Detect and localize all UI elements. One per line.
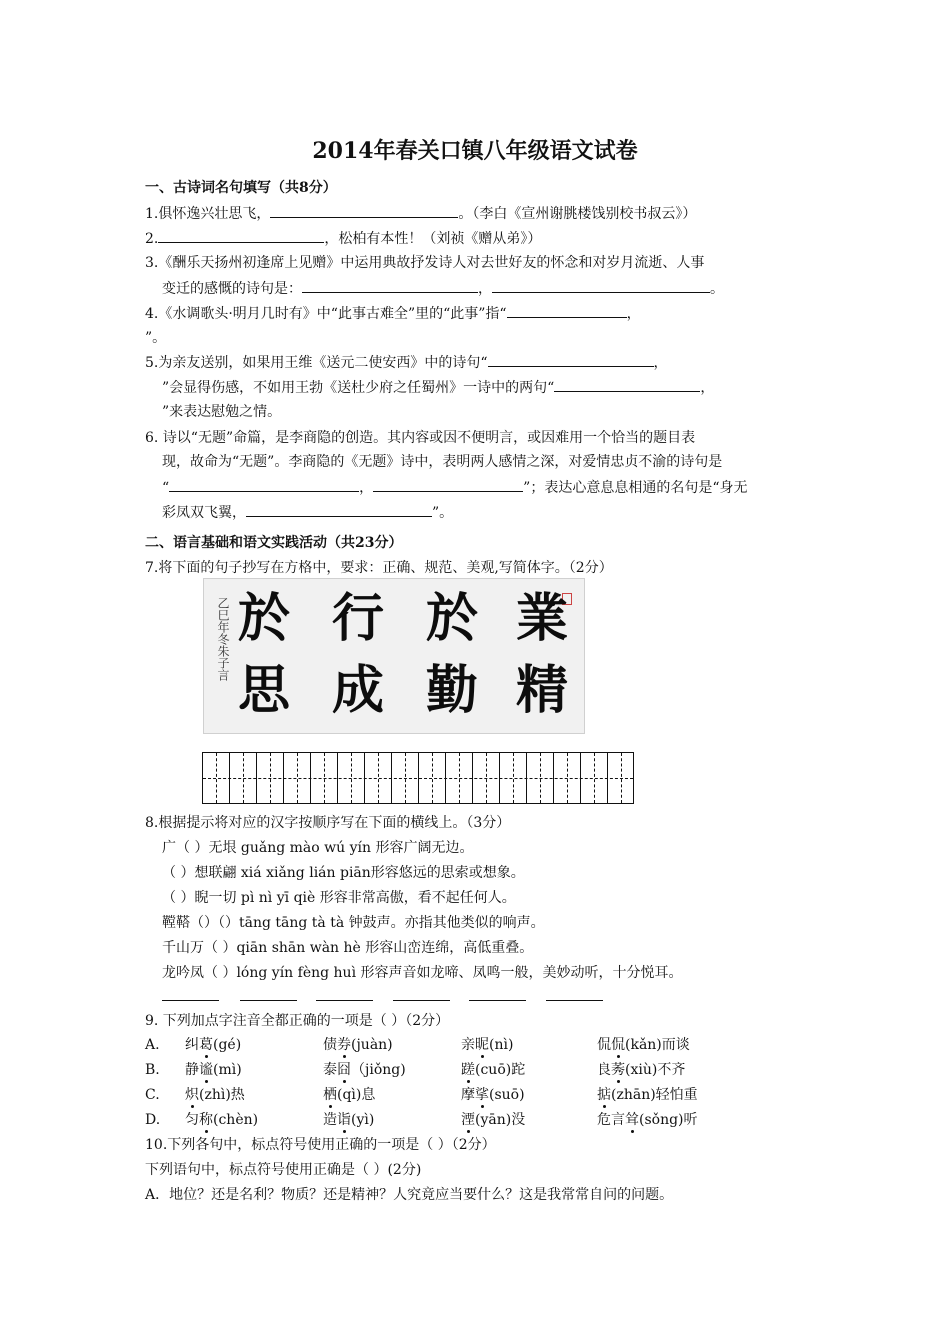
dotted-char: 掂 <box>597 1087 611 1103</box>
option-label: B. <box>145 1062 160 1078</box>
question-5-line-1 <box>145 352 668 373</box>
option-label: D. <box>145 1112 161 1128</box>
q4-prefix: 4.《水调歌头·明月几时有》中“此事古难全”里的“此事”指“ <box>145 306 507 322</box>
q8-item: 广（ ）无垠 guǎng mào wú yín 形容广阔无边。 <box>162 840 474 856</box>
dotted-char: 囧 <box>337 1062 351 1078</box>
dotted-char: 券 <box>337 1037 351 1053</box>
question-5-line-3: ”来表达慰勉之情。 <box>162 404 282 420</box>
q2-prefix: 2. <box>145 231 159 247</box>
option-text: 匀 <box>185 1112 199 1128</box>
option-text: 债 <box>323 1037 337 1053</box>
question-6-line-3 <box>162 477 748 498</box>
q2-suffix: ，松柏有本性！（刘祯《赠从弟》） <box>324 231 542 247</box>
q8-item: 千山万（ ）qiān shān wàn hè 形容山峦连绵，高低重叠。 <box>162 940 534 956</box>
q10-option-a: A．地位？还是名利？物质？还是精神？人究竟应当要什么？这是我常常自问的问题。 <box>145 1187 674 1203</box>
q5-answer-blank-1[interactable] <box>488 352 654 367</box>
calligraphy-char: 於 <box>238 588 291 649</box>
pinyin: (qì)息 <box>337 1087 376 1103</box>
question-7: 7.将下面的句子抄写在方格中，要求：正确、规范、美观,写简体字。（2分） <box>145 560 613 576</box>
calligraphy-char: 勤 <box>426 660 479 721</box>
pinyin: (mì) <box>213 1062 242 1078</box>
question-2 <box>145 228 541 249</box>
dotted-char: 栖 <box>323 1087 337 1103</box>
q3-prefix: 变迁的感慨的诗句是： <box>162 281 302 297</box>
calligraphy-char: 業 <box>516 588 569 649</box>
q8-item: （ ）想联翩 xiá xiǎng lián piān形容悠远的思索或想象。 <box>162 865 525 881</box>
option-text: 造 <box>323 1112 337 1128</box>
pinyin: (kǎn)而谈 <box>625 1037 690 1053</box>
pinyin: (yān)没 <box>475 1112 526 1128</box>
pinyin: (xiù)不齐 <box>625 1062 686 1078</box>
pinyin: (juàn) <box>351 1037 393 1053</box>
option-text: 侃 <box>597 1037 611 1053</box>
q8-answer-line[interactable] <box>469 999 526 1001</box>
q8-answer-line[interactable] <box>316 999 373 1001</box>
dotted-char: 蹉 <box>461 1062 475 1078</box>
q2-answer-blank[interactable] <box>158 228 324 243</box>
q3-answer-blank-2[interactable] <box>492 278 710 293</box>
q8-answer-line[interactable] <box>393 999 450 1001</box>
dotted-char: 葛 <box>199 1037 213 1053</box>
dotted-char: 称 <box>199 1112 213 1128</box>
question-4-line-2: ”。 <box>145 330 167 346</box>
q8-item: （ ）睨一切 pì nì yī qiè 形容非常高傲，看不起任何人。 <box>162 890 516 906</box>
q6-answer-blank-1[interactable] <box>169 477 359 492</box>
question-3-line-2 <box>162 278 724 299</box>
pinyin: (nì) <box>489 1037 514 1053</box>
q6-line4-end: ”。 <box>432 505 454 521</box>
option-text: 摩 <box>461 1087 475 1103</box>
dotted-char: 诣 <box>337 1112 351 1128</box>
calligraphy-inscription: 乙巳年冬朱子言 <box>216 597 230 681</box>
option-text: 泰 <box>323 1062 337 1078</box>
question-8: 8.根据提示将对应的汉字按顺序写在下面的横线上。（3分） <box>145 815 511 831</box>
q3-end: 。 <box>710 281 724 297</box>
calligraphy-image <box>203 578 585 734</box>
pinyin: (cuō)跎 <box>475 1062 526 1078</box>
option-text: 纠 <box>185 1037 199 1053</box>
page-title: 2014年春关口镇八年级语文试卷 <box>312 138 638 164</box>
question-10: 10.下列各句中，标点符号使用正确的一项是（ ）（2分） <box>145 1137 496 1153</box>
dotted-char: 莠 <box>611 1062 625 1078</box>
q3-answer-blank-1[interactable] <box>302 278 478 293</box>
q9-option-a <box>145 1035 690 1055</box>
q6-line4-prefix: 彩凤双飞翼， <box>162 505 246 521</box>
calligraphy-char: 精 <box>516 660 569 721</box>
q5-end-2: ， <box>700 380 715 396</box>
dotted-char: 挲 <box>475 1087 489 1103</box>
grid-midline <box>203 778 633 779</box>
question-4-line-1 <box>145 303 641 324</box>
option-text: 静 <box>185 1062 199 1078</box>
question-1 <box>145 203 696 224</box>
calligraphy-char: 於 <box>426 588 479 649</box>
q8-item: 鞺鞳（）（）tāng tāng tà tà 钟鼓声。亦指其他类似的响声。 <box>162 915 545 931</box>
pinyin: （jiǒng) <box>351 1062 406 1078</box>
calligraphy-char: 行 <box>332 588 385 649</box>
q5-answer-blank-2[interactable] <box>554 377 700 392</box>
question-3-line-1: 3.《酬乐天扬州初逢席上见赠》中运用典故抒发诗人对去世好友的怀念和对岁月流逝、人事 <box>145 255 705 271</box>
dotted-char: 炽 <box>185 1087 199 1103</box>
pinyin: (sǒng)听 <box>639 1112 698 1128</box>
option-text: 危言 <box>597 1112 625 1128</box>
question-5-line-2 <box>162 377 714 398</box>
q1-answer-blank[interactable] <box>270 203 458 218</box>
q9-option-d <box>145 1110 698 1130</box>
q8-answer-line[interactable] <box>162 999 219 1001</box>
q8-answer-line[interactable] <box>240 999 297 1001</box>
question-9: 9. 下列加点字注音全都正确的一项是（ ）（2分） <box>145 1013 450 1029</box>
option-text: 亲 <box>461 1037 475 1053</box>
dotted-char: 谧 <box>199 1062 213 1078</box>
q5-prefix-1: 5.为亲友送别，如果用王维《送元二使安西》中的诗句“ <box>145 355 488 371</box>
pinyin: (suō) <box>489 1087 525 1103</box>
q5-end-1: ， <box>653 355 668 371</box>
option-text: 良 <box>597 1062 611 1078</box>
q8-answer-line[interactable] <box>546 999 603 1001</box>
pinyin: (chèn) <box>213 1112 259 1128</box>
dotted-char: 昵 <box>475 1037 489 1053</box>
dotted-char: 耸 <box>625 1112 639 1128</box>
q6-answer-blank-3[interactable] <box>246 502 432 517</box>
q8-item: 龙吟凤（ ）lóng yín fèng huì 形容声音如龙啼、凤鸣一般，美妙动听，十分悦耳。 <box>162 965 683 981</box>
pinyin: (zhān)轻怕重 <box>611 1087 698 1103</box>
q6-comma: ， <box>359 480 374 496</box>
q1-prefix: 1.俱怀逸兴壮思飞， <box>145 206 271 222</box>
section-heading-2: 二、语言基础和语文实践活动（共23分） <box>145 535 403 551</box>
calligraphy-char: 成 <box>332 660 385 721</box>
q6-answer-blank-2[interactable] <box>373 477 523 492</box>
option-label: A. <box>145 1037 160 1053</box>
question-6-line-2: 现，故命为“无题”。李商隐的《无题》诗中，表明两人感情之深，对爱情忠贞不渝的诗句是 <box>162 454 723 470</box>
q1-suffix: 。（李白《宣州谢朓楼饯别校书叔云》） <box>458 206 697 222</box>
question-6-line-1: 6. 诗以“无题”命篇，是李商隐的创造。其内容或因不便明言，或因难用一个恰当的题目表 <box>145 430 696 446</box>
question-10-alt-stem: 下列语句中，标点符号使用正确是（ ）(2分) <box>145 1162 422 1178</box>
q6-mid-text: ”；表达心意息息相通的名句是“身无 <box>523 480 748 496</box>
writing-grid[interactable] <box>202 752 634 804</box>
q4-answer-blank[interactable] <box>507 303 627 318</box>
section-heading-1: 一、古诗词名句填写（共8分） <box>145 180 337 196</box>
calligraphy-char: 思 <box>238 660 291 721</box>
pinyin: (yì) <box>351 1112 375 1128</box>
q3-comma: ， <box>478 281 492 297</box>
pinyin: (gé) <box>213 1037 242 1053</box>
dotted-char: 侃 <box>611 1037 625 1053</box>
question-6-line-4 <box>162 502 453 523</box>
q6-open-quote: “ <box>162 480 170 496</box>
q9-option-b <box>145 1060 685 1080</box>
q5-prefix-2: ”会显得伤感，不如用王勃《送杜少府之任蜀州》一诗中的两句“ <box>162 380 555 396</box>
q9-option-c <box>145 1085 698 1105</box>
pinyin: (zhì)热 <box>199 1087 245 1103</box>
dotted-char: 湮 <box>461 1112 475 1128</box>
option-label: C. <box>145 1087 160 1103</box>
q4-end: ， <box>626 306 641 322</box>
